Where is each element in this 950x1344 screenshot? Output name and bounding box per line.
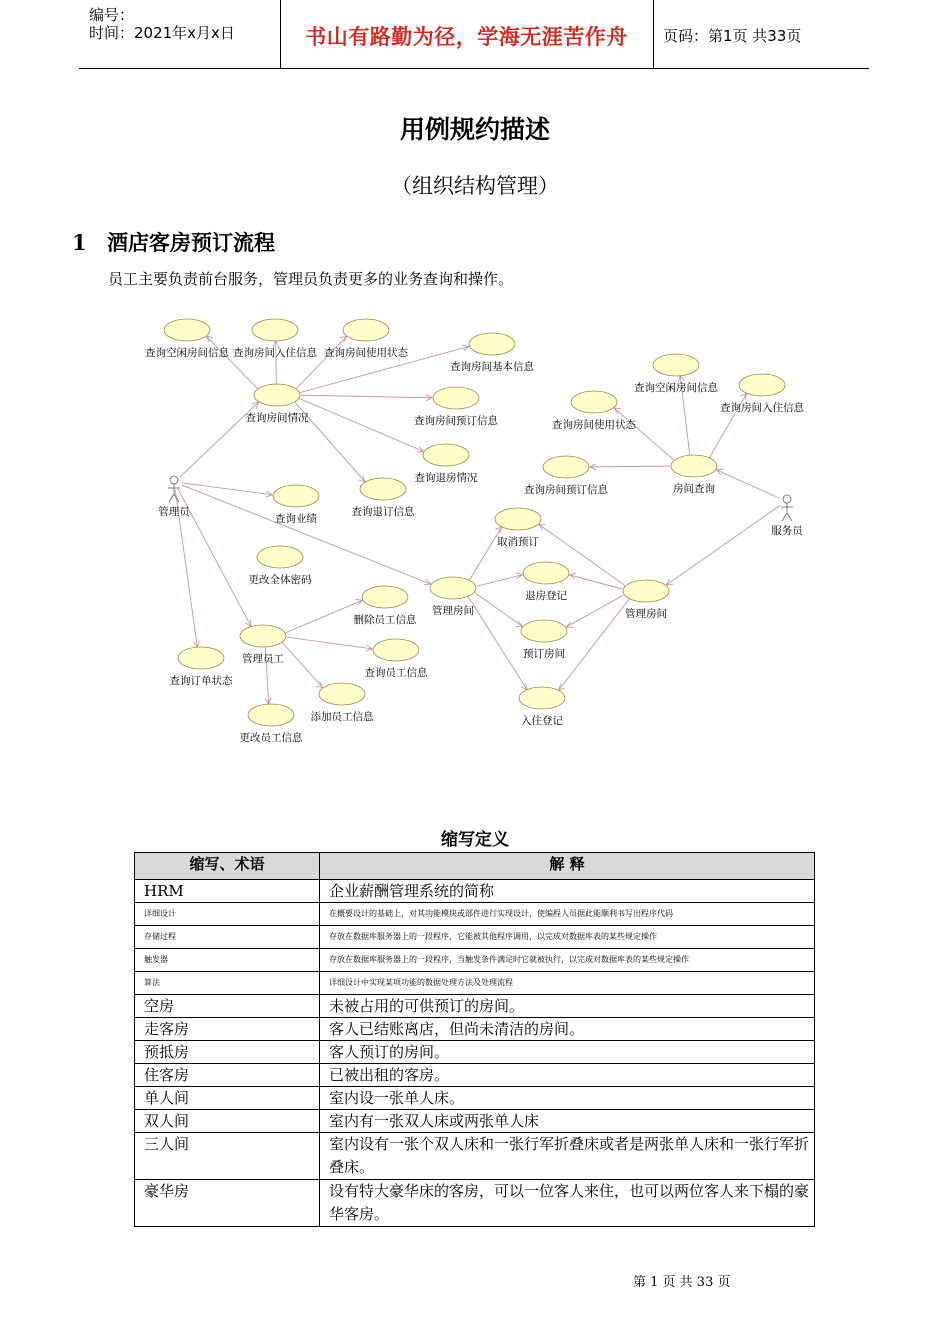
- use-case-ellipse: [319, 683, 365, 705]
- table-caption: 缩写定义: [441, 830, 509, 850]
- use-case-label: 查询退房情况: [414, 472, 478, 484]
- use-case-ellipse: [257, 546, 303, 568]
- header-page-cell: [653, 0, 869, 68]
- page-info: 页码：第1页 共33页: [663, 27, 802, 45]
- table-row: [135, 972, 815, 995]
- term-cell: 详细设计: [135, 903, 320, 926]
- definition-cell: 存放在数据库服务器上的一段程序，当触发条件满足时它就被执行，以完成对数据库表的某些规定操作: [320, 949, 815, 972]
- association-line: [282, 643, 322, 688]
- association-line: [590, 466, 670, 467]
- use-case-ellipse: [252, 319, 298, 341]
- actor-head-icon: [170, 476, 178, 484]
- table-row: [135, 1110, 815, 1133]
- intro-paragraph: 员工主要负责前台服务，管理员负责更多的业务查询和操作。: [108, 270, 514, 288]
- definition-cell: 在概要设计的基础上，对其功能模块或部件进行实现设计，使编程人员据此能顺利书写出程序代码: [320, 903, 815, 926]
- abbreviation-table: [134, 852, 815, 1227]
- association-line: [716, 470, 779, 498]
- header-motto-cell: [280, 0, 654, 68]
- table-header-row: [135, 853, 815, 880]
- use-case-ellipse: [362, 586, 408, 608]
- use-case-label: 查询房间使用状态: [324, 347, 408, 359]
- actor-label: 服务员: [771, 525, 803, 537]
- page-footer: 第 1 页 共 33 页: [633, 1275, 731, 1290]
- use-case-label: 退房登记: [525, 590, 567, 602]
- actor-leg: [787, 513, 792, 521]
- use-case-ellipse: [273, 485, 319, 507]
- number-label: 编号：: [89, 6, 135, 24]
- definition-cell: 详细设计中实现某项功能的数据处理方法及处理流程: [320, 972, 815, 995]
- definition-cell: 室内有一张双人床或两张单人床: [320, 1110, 815, 1133]
- association-line: [570, 575, 623, 589]
- use-case-diagram: [130, 306, 830, 756]
- association-line: [477, 575, 523, 586]
- use-case-ellipse: [423, 444, 469, 466]
- table-row: [135, 926, 815, 949]
- use-case-label: 查询房间预订信息: [414, 415, 498, 427]
- use-case-ellipse: [543, 456, 589, 478]
- use-case-ellipse: [248, 704, 294, 726]
- association-line: [566, 595, 623, 627]
- section-number: 1: [72, 230, 87, 255]
- association-line: [287, 637, 372, 649]
- use-case-ellipse: [653, 354, 699, 376]
- use-case-label: 查询房间入住信息: [233, 347, 317, 359]
- association-line: [468, 597, 527, 690]
- header-term: 缩写、术语: [135, 853, 320, 880]
- use-case-label: 更改员工信息: [239, 732, 303, 744]
- use-case-ellipse: [739, 374, 785, 396]
- header-meta: [79, 0, 281, 68]
- use-case-label: 查询员工信息: [364, 667, 428, 679]
- table-row: [135, 1087, 815, 1110]
- actor-leg: [169, 494, 174, 502]
- association-line: [300, 399, 424, 452]
- term-cell: 豪华房: [135, 1180, 320, 1227]
- use-case-ellipse: [519, 687, 565, 709]
- table-row: [135, 1018, 815, 1041]
- term-cell: 触发器: [135, 949, 320, 972]
- definition-cell: 企业薪酬管理系统的简称: [320, 880, 815, 903]
- page-header: [79, 0, 869, 69]
- use-case-ellipse: [373, 639, 419, 661]
- definition-cell: 客人已结账离店，但尚未清洁的房间。: [320, 1018, 815, 1041]
- use-case-label: 查询订单状态: [169, 675, 233, 687]
- use-case-label: 管理房间: [432, 605, 474, 617]
- use-case-label: 管理员工: [242, 653, 284, 665]
- association-line: [475, 593, 523, 627]
- table-row: [135, 903, 815, 926]
- term-cell: 双人间: [135, 1110, 320, 1133]
- section-heading: [72, 227, 275, 257]
- use-case-ellipse: [623, 580, 669, 602]
- header-explanation: 解 释: [320, 853, 815, 880]
- term-cell: 单人间: [135, 1087, 320, 1110]
- table-row: [135, 880, 815, 903]
- use-case-label: 更改全体密码: [248, 574, 312, 586]
- use-case-ellipse: [521, 620, 567, 642]
- definition-cell: 存放在数据库服务器上的一段程序，它能被其他程序调用，以完成对数据库表的某些规定操作: [320, 926, 815, 949]
- use-case-ellipse: [254, 384, 300, 406]
- use-case-ellipse: [240, 625, 286, 647]
- term-cell: 空房: [135, 995, 320, 1018]
- definition-cell: 客人预订的房间。: [320, 1041, 815, 1064]
- use-case-ellipse: [178, 647, 224, 669]
- page-subtitle: （组织结构管理）: [391, 174, 559, 198]
- term-cell: 走客房: [135, 1018, 320, 1041]
- actor-label: 管理员: [158, 506, 190, 518]
- table-row: [135, 995, 815, 1018]
- actor-leg: [782, 513, 787, 521]
- time-label: 时间：2021年x月x日: [89, 24, 235, 42]
- definition-cell: 已被出租的客房。: [320, 1064, 815, 1087]
- association-line: [182, 483, 272, 495]
- use-case-label: 查询业绩: [275, 513, 317, 525]
- table-row: [135, 1041, 815, 1064]
- term-cell: 预抵房: [135, 1041, 320, 1064]
- association-line: [614, 408, 674, 460]
- table-row: [135, 1180, 815, 1227]
- association-line: [286, 600, 362, 632]
- use-case-ellipse: [571, 391, 617, 413]
- use-case-ellipse: [343, 319, 389, 341]
- use-case-label: 查询房间基本信息: [450, 361, 534, 373]
- term-cell: 算法: [135, 972, 320, 995]
- definition-cell: 未被占用的可供预订的房间。: [320, 995, 815, 1018]
- definition-cell: 室内设一张单人床。: [320, 1087, 815, 1110]
- association-line: [301, 395, 432, 398]
- use-case-label: 取消预订: [497, 536, 539, 548]
- association-line: [666, 505, 780, 585]
- section-title: 酒店客房预订流程: [107, 230, 275, 255]
- use-case-label: 预订房间: [523, 648, 565, 660]
- use-case-ellipse: [671, 455, 717, 477]
- association-line: [559, 599, 630, 690]
- use-case-label: 查询房间情况: [245, 412, 309, 424]
- table-row: [135, 949, 815, 972]
- use-case-label: 查询退订信息: [351, 506, 415, 518]
- use-case-label: 查询空闲房间信息: [634, 382, 718, 394]
- term-cell: HRM: [135, 880, 320, 903]
- use-case-label: 查询房间入住信息: [720, 402, 804, 414]
- use-case-label: 管理房间: [625, 608, 667, 620]
- term-cell: 住客房: [135, 1064, 320, 1087]
- use-case-ellipse: [360, 478, 406, 500]
- use-case-label: 添加员工信息: [310, 711, 374, 723]
- table-row: [135, 1064, 815, 1087]
- term-cell: 三人间: [135, 1133, 320, 1180]
- use-case-ellipse: [523, 562, 569, 584]
- use-case-label: 查询房间使用状态: [552, 419, 636, 431]
- use-case-label: 房间查询: [673, 483, 715, 495]
- use-case-ellipse: [433, 387, 479, 409]
- use-case-ellipse: [469, 333, 515, 355]
- use-case-label: 删除员工信息: [353, 614, 417, 626]
- term-cell: 存储过程: [135, 926, 320, 949]
- use-case-label: 查询空闲房间信息: [145, 347, 229, 359]
- use-case-ellipse: [164, 319, 210, 341]
- use-case-ellipse: [495, 508, 541, 530]
- definition-cell: 设有特大豪华床的客房，可以一位客人来住，也可以两位客人来下榻的豪华客房。: [320, 1180, 815, 1227]
- definition-cell: 室内设有一张个双人床和一张行军折叠床或者是两张单人床和一张行军折叠床。: [320, 1133, 815, 1180]
- motto: 书山有路勤为径，学海无涯苦作舟: [305, 25, 628, 49]
- use-case-label: 查询房间预订信息: [524, 484, 608, 496]
- table-row: [135, 1133, 815, 1180]
- use-case-ellipse: [430, 577, 476, 599]
- use-case-label: 入住登记: [521, 715, 563, 727]
- actor-head-icon: [783, 495, 791, 503]
- page-title: 用例规约描述: [399, 115, 550, 144]
